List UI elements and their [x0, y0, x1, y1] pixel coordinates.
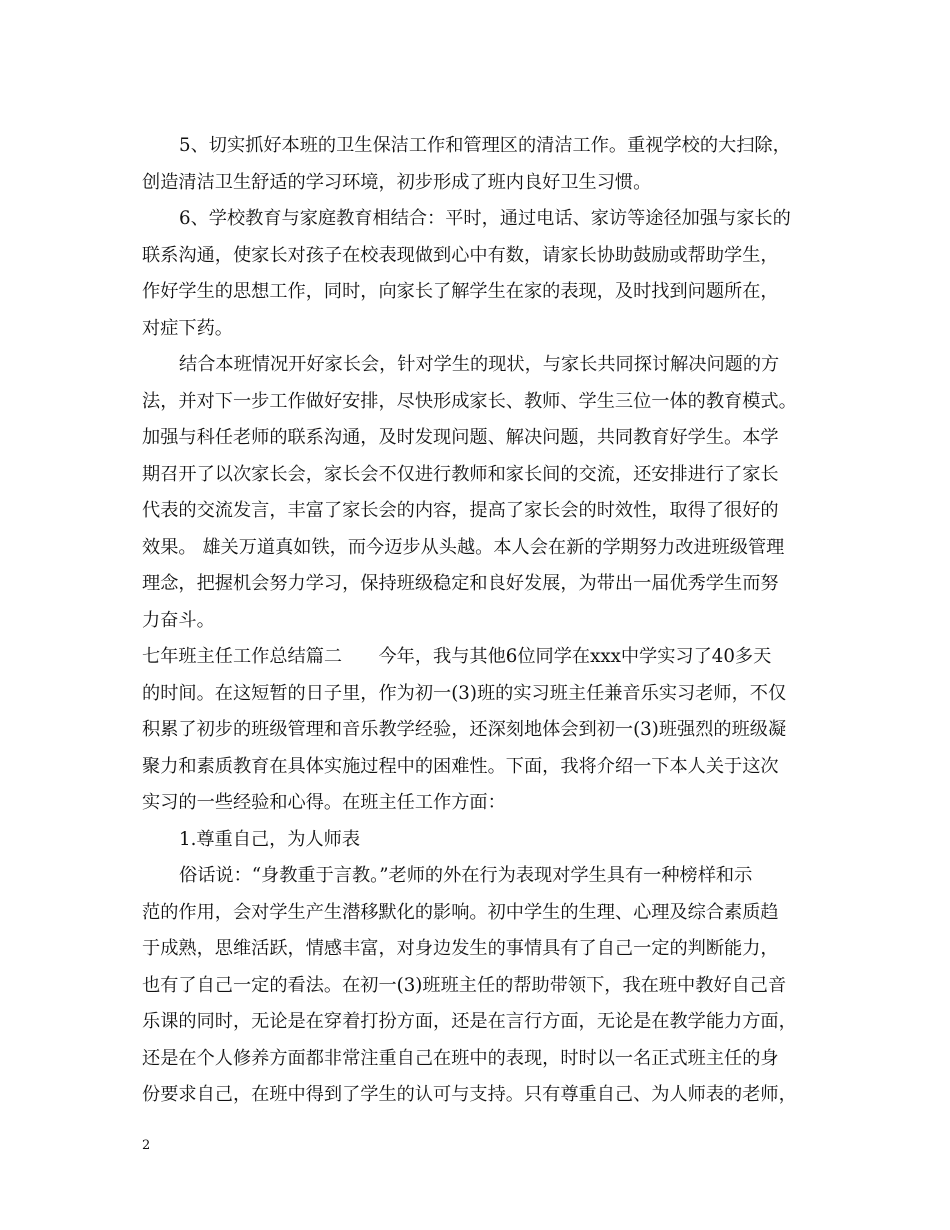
text-line: 创造清洁卫生舒适的学习环境，初步形成了班内良好卫生习惯。: [142, 171, 652, 193]
section-heading-line: 七年班主任工作总结篇二 今年，我与其他6位同学在xxx中学实习了40多天: [142, 646, 772, 667]
text-line: 6、学校教育与家庭教育相结合：平时，通过电话、家访等途径加强与家长的: [179, 208, 791, 229]
text-line: 聚力和素质教育在具体实施过程中的困难性。下面，我将介绍一下本人关于这次: [142, 755, 779, 777]
text-line: 俗话说：“身教重于言教。”老师的外在行为表现对学生具有一种榜样和示: [179, 865, 753, 886]
text-line: 法，并对下一步工作做好安排，尽快形成家长、教师、学生三位一体的教育模式。: [142, 390, 797, 412]
text-line: 期召开了以次家长会，家长会不仅进行教师和家长间的交流，还安排进行了家长: [142, 463, 779, 485]
text-line: 的时间。在这短暂的日子里，作为初一(3)班的实习班主任兼音乐实习老师，不仅: [142, 682, 787, 704]
text-line: 份要求自己，在班中得到了学生的认可与支持。只有尊重自己、为人师表的老师，: [142, 1084, 797, 1105]
text-line: 实习的一些经验和心得。在班主任工作方面：: [142, 792, 506, 813]
text-line: 乐课的同时，无论是在穿着打扮方面，还是在言行方面，无论是在教学能力方面，: [142, 1011, 797, 1032]
text-line: 也有了自己一定的看法。在初一(3)班班主任的帮助带领下，我在班中教好自己音: [142, 974, 787, 996]
text-line: 对症下药。: [142, 317, 233, 339]
text-line: 联系沟通，使家长对孩子在校表现做到心中有数，请家长协助鼓励或帮助学生，: [142, 244, 779, 266]
text-line: 代表的交流发言，丰富了家长会的内容，提高了家长会的时效性，取得了很好的: [142, 500, 779, 521]
text-line: 力奋斗。: [142, 609, 215, 631]
document-body: [142, 128, 810, 1114]
text-line: 加强与科任老师的联系沟通，及时发现问题、解决问题，共同教育好学生。本学: [142, 427, 779, 448]
text-line: 理念，把握机会努力学习，保持班级稳定和良好发展，为带出一届优秀学生而努: [142, 573, 779, 594]
text-line: 5、切实抓好本班的卫生保洁工作和管理区的清洁工作。重视学校的大扫除，: [179, 135, 791, 156]
subheading-line: 1.尊重自己，为人师表: [179, 828, 361, 850]
text-line: 于成熟，思维活跃，情感丰富，对身边发生的事情具有了自己一定的判断能力，: [142, 938, 779, 959]
text-line: 还是在个人修养方面都非常注重自己在班中的表现，时时以一名正式班主任的身: [142, 1047, 779, 1069]
text-line: 范的作用，会对学生产生潜移默化的影响。初中学生的生理、心理及综合素质趋: [142, 901, 779, 923]
page-number: 2: [142, 1138, 151, 1153]
text-line: 积累了初步的班级管理和音乐教学经验，还深刻地体会到初一(3)班强烈的班级凝: [142, 719, 787, 740]
text-line: 结合本班情况开好家长会，针对学生的现状，与家长共同探讨解决问题的方: [179, 354, 780, 375]
text-line: 作好学生的思想工作，同时，向家长了解学生在家的表现，及时找到问题所在，: [142, 281, 779, 302]
text-line: 效果。 雄关万道真如铁，而今迈步从头越。本人会在新的学期努力改进班级管理: [142, 536, 785, 558]
